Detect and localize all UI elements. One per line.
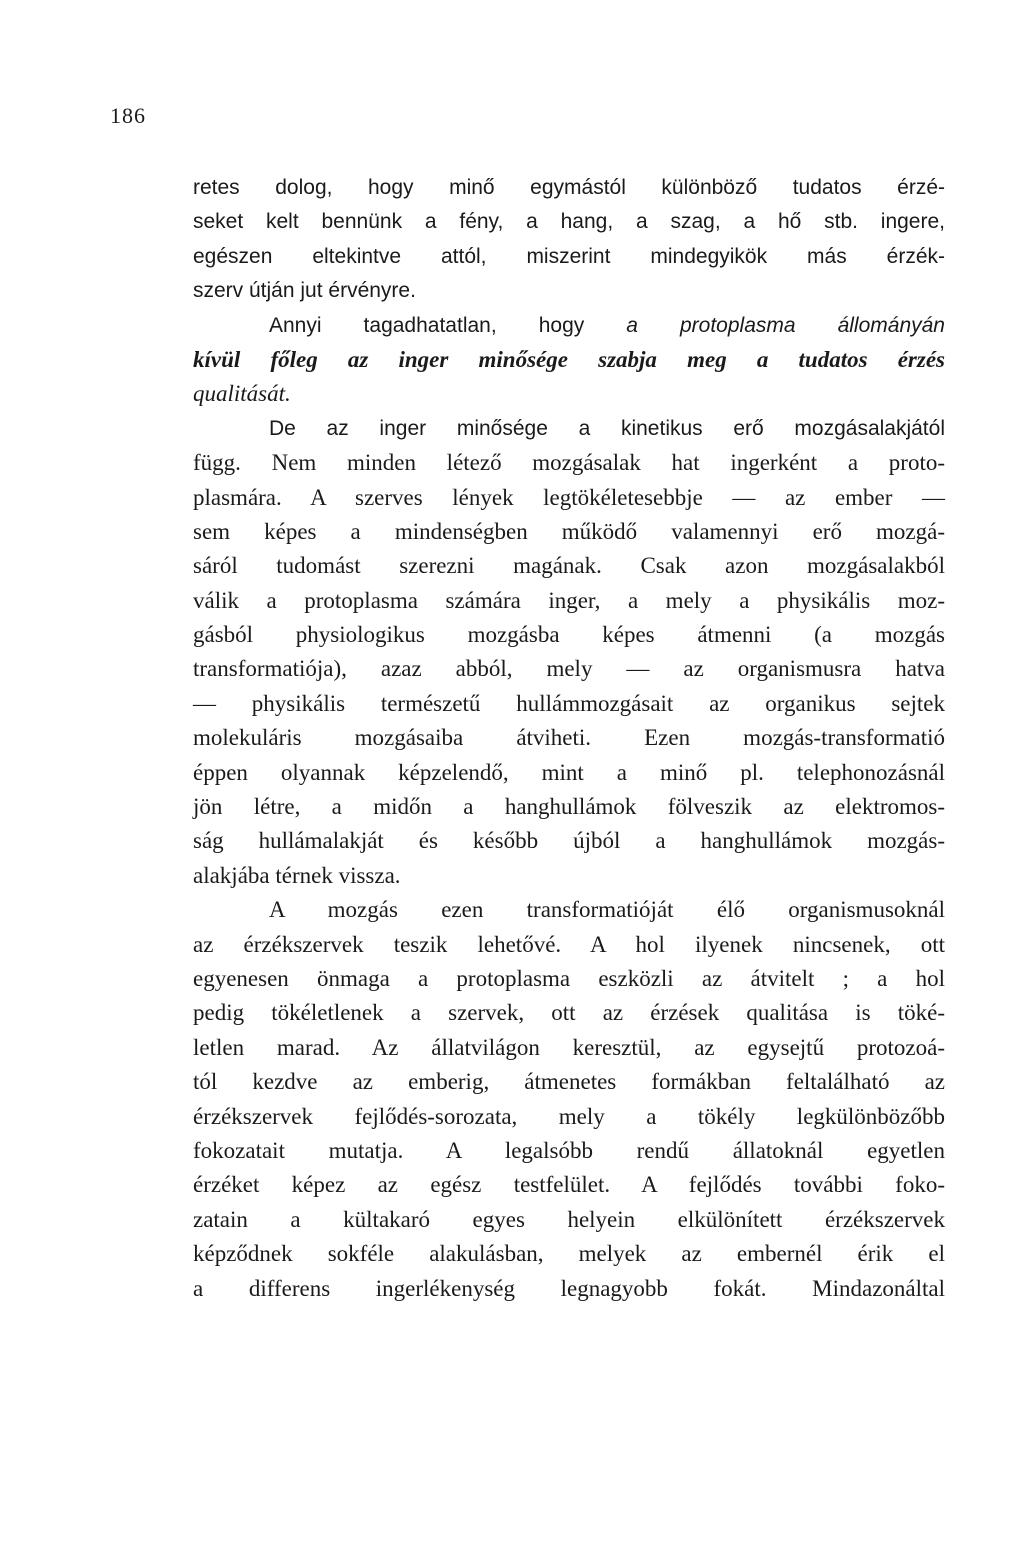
text-line: az érzékszervek teszik lehetővé. A hol ilyenek nincsenek, ott (193, 931, 945, 957)
text-line: molekuláris mozgásaiba átviheti. Ezen mozgás-transformatió (193, 725, 945, 751)
text-line: sáról tudomást szerezni magának. Csak azon mozgásalakból (193, 553, 945, 579)
text-line: éppen olyannak képzelendő, mint a minő pl. telephonozásnál (193, 759, 945, 785)
text-line: képződnek sokféle alakulásban, melyek az embernél érik el (193, 1241, 945, 1267)
text-line: De az inger minősége a kinetikus erő mozgásalakjától (269, 416, 945, 440)
text-line: szerv útján jut érvényre. (193, 279, 416, 303)
text-line: fokozatait mutatja. A legalsóbb rendű állatoknál egyetlen (193, 1137, 945, 1163)
text-line: A mozgás ezen transformatióját élő organismusoknál (269, 897, 945, 923)
text-line: érzékszervek fejlődés-sorozata, mely a tökély legkülönbözőbb (193, 1103, 945, 1129)
text-line: tól kezdve az emberig, átmenetes formákban feltalálható az (193, 1069, 945, 1095)
text-line: sem képes a mindenségben működő valamennyi erő mozgá- (193, 518, 945, 544)
text-line: pedig tökéletlenek a szervek, ott az érzések qualitása is töké- (193, 1000, 945, 1026)
text-line: függ. Nem minden létező mozgásalak hat ingerként a proto- (193, 450, 945, 476)
text-line: egyenesen önmaga a protoplasma eszközli az átvitelt ; a hol (193, 965, 945, 991)
text-line: gásból physiologikus mozgásba képes átmenni (a mozgás (193, 622, 945, 648)
text-line: transformatiója), azaz abból, mely — az organismusra hatva (193, 656, 945, 682)
text-line: a differens ingerlékenység legnagyobb fokát. Mindazonáltal (193, 1275, 945, 1301)
text-line: alakjába térnek vissza. (193, 862, 401, 888)
text-line: — physikális természetű hullámmozgásait az organikus sejtek (193, 690, 945, 716)
text-line: zatain a kültakaró egyes helyein elkülönített érzékszervek (193, 1206, 945, 1232)
text-line: jön létre, a midőn a hanghullámok fölveszik az elektromos- (193, 794, 945, 820)
text-segment: Annyi tagadhatatlan, hogy (269, 313, 627, 337)
italic-segment: a protoplasma állományán (626, 313, 945, 337)
text-line: egészen eltekintve attól, miszerint mindegyikök más érzék- (193, 244, 945, 268)
text-line: plasmára. A szerves lények legtökéletesebbje — az ember — (193, 484, 945, 510)
text-line: retes dolog, hogy minő egymástól különböző tudatos érzé- (193, 176, 945, 199)
text-line: letlen marad. Az állatvilágon keresztül, az egysejtű protozoá- (193, 1034, 945, 1060)
text-line: ság hullámalakját és később újból a hanghullámok mozgás- (193, 828, 945, 854)
text-line: érzéket képez az egész testfelület. A fejlődés további foko- (193, 1172, 945, 1198)
body-text (193, 171, 945, 1306)
text-line: seket kelt bennünk a fény, a hang, a szag, a hő stb. ingere, (193, 210, 945, 234)
text-line (193, 309, 945, 343)
text-line: kívül főleg az inger minősége szabja meg a tudatos érzés (193, 346, 945, 372)
text-line: qualitását. (193, 381, 291, 407)
text-line: válik a protoplasma számára inger, a mely a physikális moz- (193, 587, 945, 613)
page-number: 186 (110, 103, 146, 128)
